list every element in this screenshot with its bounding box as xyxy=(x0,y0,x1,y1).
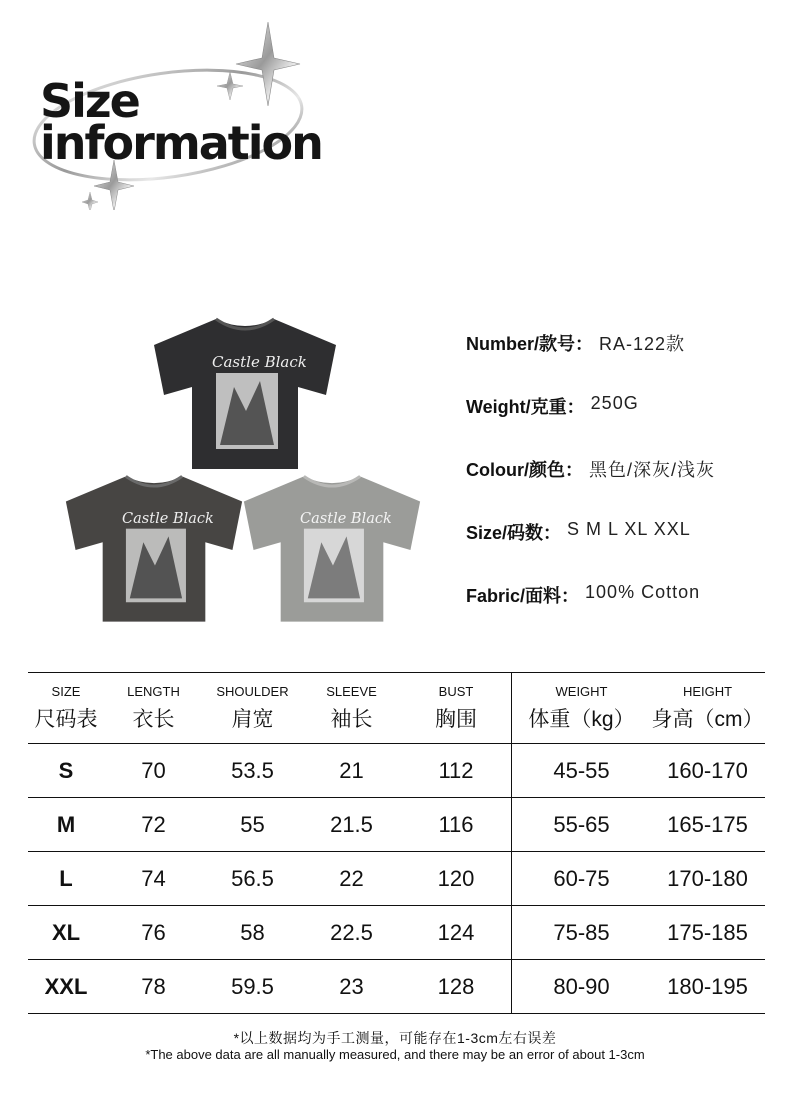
title-line-2: information xyxy=(40,116,322,170)
tshirt-icon xyxy=(150,315,340,473)
cell-length: 72 xyxy=(141,811,166,837)
spec-value: 100% Cotton xyxy=(585,582,701,602)
spec-fabric xyxy=(466,582,786,645)
table-row xyxy=(28,960,765,1014)
header-size: SIZE 尺码表 xyxy=(34,683,98,731)
cell-weight: 80-90 xyxy=(511,960,651,1013)
cell-bust: 116 xyxy=(438,811,474,837)
table-row xyxy=(28,798,765,852)
table-row xyxy=(28,744,765,798)
svg-text:Castle Black: Castle Black xyxy=(122,510,214,527)
header-bust: BUST 胸围 xyxy=(435,683,477,731)
cell-weight: 75-85 xyxy=(511,906,651,959)
cell-bust: 128 xyxy=(437,973,475,999)
cell-shoulder: 56.5 xyxy=(231,865,274,891)
measurement-note-en: *The above data are all manually measured, and there may be an error of about 1-3cm xyxy=(145,1047,645,1062)
cell-size: XXL xyxy=(44,973,88,999)
measurement-note-zh: *以上数据均为手工测量，可能存在1-3cm左右误差 xyxy=(233,1030,557,1046)
cell-bust: 124 xyxy=(437,919,475,945)
cell-height: 175-185 xyxy=(667,919,748,945)
cell-size: S xyxy=(58,757,74,783)
cell-bust: 112 xyxy=(438,757,474,783)
cell-weight: 45-55 xyxy=(511,744,651,797)
cell-length: 76 xyxy=(141,919,166,945)
spec-value: S M L XL XXL xyxy=(567,519,691,539)
cell-sleeve: 23 xyxy=(339,973,364,999)
spec-label: Number/款号： xyxy=(466,334,594,354)
header-weight: WEIGHT 体重（kg） xyxy=(511,673,651,743)
svg-text:Castle Black: Castle Black xyxy=(212,353,307,371)
spec-size xyxy=(466,519,786,582)
cell-weight: 55-65 xyxy=(511,798,651,851)
header-height: HEIGHT 身高（cm） xyxy=(651,683,764,731)
spec-value: 250G xyxy=(590,393,639,413)
cell-shoulder: 58 xyxy=(240,919,265,945)
spec-value: 黑色/深灰/浅灰 xyxy=(589,460,716,480)
spec-label: Fabric/面料： xyxy=(466,586,580,606)
cell-height: 170-180 xyxy=(667,865,748,891)
cell-size: M xyxy=(56,811,76,837)
cell-height: 160-170 xyxy=(667,757,748,783)
cell-size: L xyxy=(59,865,73,891)
cell-height: 165-175 xyxy=(667,811,748,837)
cell-shoulder: 55 xyxy=(240,811,265,837)
tshirt-icon xyxy=(62,470,246,628)
cell-length: 74 xyxy=(141,865,166,891)
header-length: LENGTH 衣长 xyxy=(127,683,180,731)
cell-sleeve: 22.5 xyxy=(330,919,373,945)
spec-colour xyxy=(466,456,786,519)
tshirt-icon xyxy=(240,470,424,628)
product-specs xyxy=(466,330,786,645)
cell-height: 180-195 xyxy=(667,973,748,999)
svg-text:Castle Black: Castle Black xyxy=(300,510,392,527)
spec-label: Size/码数： xyxy=(466,523,562,543)
cell-sleeve: 21.5 xyxy=(330,811,373,837)
tshirt-light-grey-image xyxy=(240,470,424,628)
spec-label: Weight/克重： xyxy=(466,397,585,417)
header-sleeve: SLEEVE 袖长 xyxy=(326,683,377,731)
cell-weight: 60-75 xyxy=(511,852,651,905)
spec-label: Colour/颜色： xyxy=(466,460,583,480)
table-header-row xyxy=(28,673,765,744)
size-information-title xyxy=(28,20,322,210)
cell-sleeve: 21 xyxy=(339,757,364,783)
tshirt-black-image xyxy=(150,315,340,473)
cell-shoulder: 53.5 xyxy=(231,757,274,783)
cell-bust: 120 xyxy=(437,865,475,891)
spec-value: RA-122款 xyxy=(599,334,686,354)
header-shoulder: SHOULDER 肩宽 xyxy=(216,683,289,731)
size-chart-table xyxy=(28,672,765,1014)
spec-number xyxy=(466,330,786,393)
table-row xyxy=(28,906,765,960)
table-row xyxy=(28,852,765,906)
cell-sleeve: 22 xyxy=(339,865,364,891)
cell-length: 78 xyxy=(141,973,166,999)
cell-length: 70 xyxy=(141,757,166,783)
tshirt-dark-grey-image xyxy=(62,470,246,628)
cell-size: XL xyxy=(51,919,81,945)
cell-shoulder: 59.5 xyxy=(231,973,274,999)
spec-weight xyxy=(466,393,786,456)
title-line-1: Size xyxy=(40,74,139,128)
